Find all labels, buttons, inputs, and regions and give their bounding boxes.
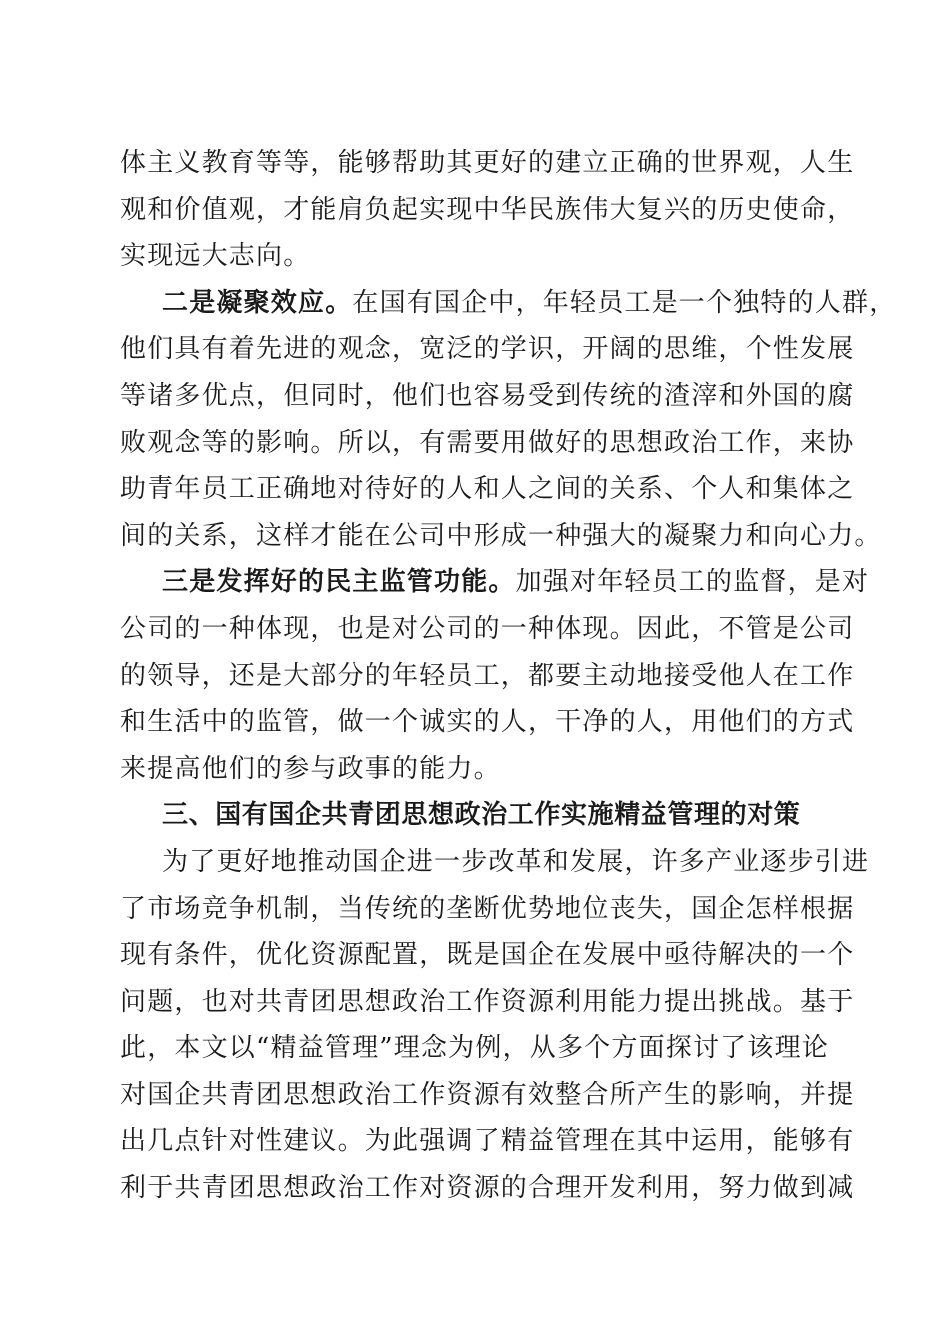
text-line: 现有条件，优化资源配置，既是国企在发展中亟待解决的一个 xyxy=(120,940,855,971)
paragraph-lead: 二是凝聚效应。 xyxy=(162,287,353,318)
text-line xyxy=(120,559,870,606)
text-line: 为了更好地推动国企进一步改革和发展，许多产业逐步引进 xyxy=(162,846,870,877)
text-line: 和生活中的监管，做一个诚实的人，干净的人，用他们的方式 xyxy=(120,707,855,738)
text-line: 败观念等的影响。所以，有需要用做好的思想政治工作，来协 xyxy=(120,427,855,458)
paragraph-4 xyxy=(120,839,870,1212)
text-line: 间的关系，这样才能在公司中形成一种强大的凝聚力和向心力。 xyxy=(120,520,882,551)
text-line: 他们具有着先进的观念，宽泛的学识，开阔的思维，个性发展 xyxy=(120,334,855,365)
text-line: 出几点针对性建议。为此强调了精益管理在其中运用，能够有 xyxy=(120,1126,855,1157)
text-line: 此，本文以“精益管理”理念为例，从多个方面探讨了该理论 xyxy=(120,1033,829,1064)
heading-text: 三、国有国企共青团思想政治工作实施精益管理的对策 xyxy=(162,800,801,831)
text-line: 利于共青团思想政治工作对资源的合理开发利用，努力做到减 xyxy=(120,1173,855,1204)
text-line: 等诸多优点，但同时，他们也容易受到传统的渣滓和外国的腐 xyxy=(120,380,855,411)
text-line: 问题，也对共青团思想政治工作资源利用能力提出挑战。基于 xyxy=(120,986,855,1017)
paragraph-lead: 三是发挥好的民主监管功能。 xyxy=(162,567,516,598)
text-line: 了市场竞争机制，当传统的垄断优势地位丧失，国企怎样根据 xyxy=(120,893,855,924)
text-line: 体主义教育等等，能够帮助其更好的建立正确的世界观，人生 xyxy=(120,148,855,178)
document-body xyxy=(120,140,897,1212)
text-line: 助青年员工正确地对待好的人和人之间的关系、个人和集体之 xyxy=(120,474,855,505)
text-run: 加强对年轻员工的监督，是对 xyxy=(515,567,870,598)
text-line xyxy=(120,280,897,327)
text-line: 实现远大志向。 xyxy=(120,241,311,272)
paragraph-1 xyxy=(120,140,855,280)
text-line: 的领导，还是大部分的年轻员工，都要主动地接受他人在工作 xyxy=(120,660,855,691)
text-line: 来提高他们的参与政事的能力。 xyxy=(120,753,501,784)
text-run: 在国有国企中，年轻员工是一个独特的人群， xyxy=(352,287,897,318)
paragraph-2 xyxy=(120,280,897,560)
text-line: 对国企共青团思想政治工作资源有效整合所产生的影响，并提 xyxy=(120,1079,855,1110)
text-line: 公司的一种体现，也是对公司的一种体现。因此，不管是公司 xyxy=(120,613,855,644)
paragraph-3 xyxy=(120,559,870,792)
section-heading xyxy=(120,792,828,839)
text-line: 观和价值观，才能肩负起实现中华民族伟大复兴的历史使命， xyxy=(120,194,855,225)
